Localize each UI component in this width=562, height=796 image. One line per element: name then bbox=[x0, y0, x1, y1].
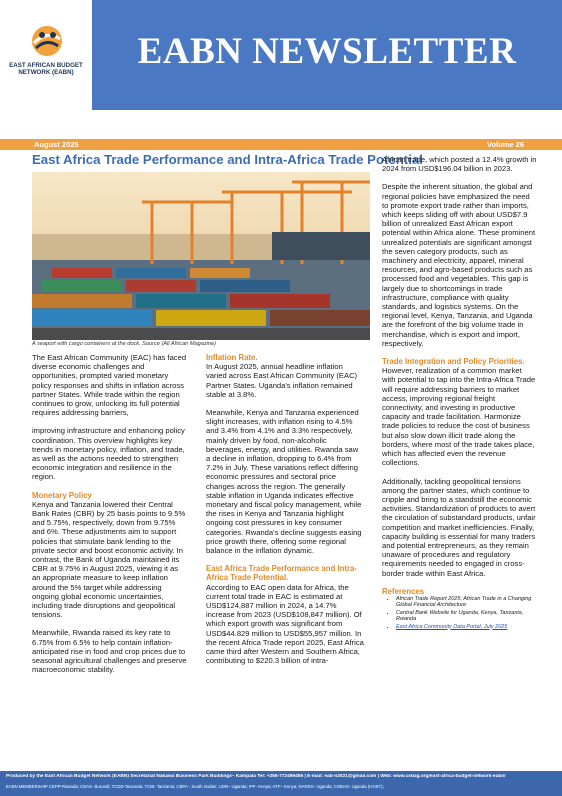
column-1 bbox=[32, 353, 187, 684]
column-3 bbox=[382, 155, 537, 631]
column-2 bbox=[206, 353, 364, 675]
seaport-photo bbox=[32, 172, 370, 340]
reference-item bbox=[396, 624, 537, 630]
heading-references: References bbox=[382, 586, 425, 596]
trade-paragraph-continued: African trade, which posted a 12.4% growth in 2024 from USD$196.04 billion in 2023. bbox=[382, 155, 537, 174]
photo-caption: A seaport with cargo containers at the dock. Source (All African Magazine) bbox=[32, 341, 216, 347]
footer-contact: Produced by the East African Budget Network (EABN) Secretariat Nakawa Business Park Buildings– Kampala Tel: +256-772499455 | E-mail: eab-n2021@gmail.com | Web: www.csbag.org/east-africa-budget-network-eabn/ bbox=[6, 774, 506, 779]
newsletter-header bbox=[0, 0, 562, 110]
integration-paragraph-1: However, realization of a common market with potential to tap into the Intra-Africa Trade will require addressing barriers to market access, improving regional freight connectivity, and investing in productive capacity and trade facilitation. Harmonize trade policies to reduce the cost of business but also slow down illicit trade along the borders, where most of the trade takes place, which has affected even the revenue collections. bbox=[382, 366, 536, 468]
article-title: East Africa Trade Performance and Intra-Africa Trade Potential bbox=[32, 152, 423, 167]
footer-membership: EABN MEMBERSHIP CEPP-Rwanda; CBAS- Burundi; TCDD-Tanzania; TCIB- Tanzania; CBPA - South Sudan; UDN– Uganda; IPF- Kenya; ATF– Kenya; NAREG- Uganda; CSBAG- Uganda (HOST); bbox=[6, 784, 384, 789]
issue-bar bbox=[0, 139, 562, 150]
newsletter-footer bbox=[0, 771, 562, 796]
title-banner bbox=[92, 0, 562, 110]
issue-volume: Volume 26 bbox=[487, 140, 524, 149]
handshake-globe-icon bbox=[30, 24, 64, 58]
trade-paragraph-2: Despite the inherent situation, the global and regional policies have emphasized the need to promote export trade rather than imports, which keeps sliding off with about USD$7.9 billion of unrealized East African export potential within Africa alone. These prominent unrealized potentials are significant amongst the seven category products, such as machinery and electricity, apparel, mineral resources, and agro-based products such as processed food and vegetables. This gap is largely due to shortcomings in trade infrastructure, compliance with quality standards, and logistics systems. On the regional level, Kenya, Tanzania, and Uganda are the forefront of the big volume trade in merchandise, which is export and import, respectively. bbox=[382, 182, 536, 348]
trade-paragraph-1: According to EAC open data for Africa, the current total trade in EAC is estimated at USD$124,887 million in 2024, a 14.7% increase from 2023 (USD$108,847 million). Of which export growth was significant from USD$44.829 million to USD$55,957 million. In the recent Africa Trade report 2025, East Africa came third after Western and Southern Africa, contributing to $220.3 billion of intra- bbox=[206, 582, 364, 666]
heading-monetary-policy: Monetary Policy bbox=[32, 490, 92, 500]
monetary-paragraph-2: Meanwhile, Rwanda raised its key rate to 6.75% from 6.5% to help contain inflation-anticipated rise in food and crop prices due to seasonal agricultural challenges and preserve macroeconomic stability. bbox=[32, 628, 187, 675]
integration-paragraph-2: Additionally, tackling geopolitical tensions among the partner states, which continue to cripple and bring to a standstill the economic activities. Standardization of products to avert the circulation of substandard products, unfair competition and market inefficiencies. Finally, capacity building is essential for many traders and potential entrepreneurs, as they remain unaware of procedures and regulatory requirements needed to engaged in cross-border trade within East Africa. bbox=[382, 476, 536, 578]
seaport-image bbox=[32, 172, 370, 340]
heading-trade-integration: Trade Integration and Policy Priorities. bbox=[382, 357, 525, 367]
reference-item: • African Trade Report 2025: African Trade in a Changing Global Financial Architecture bbox=[396, 596, 537, 609]
inflation-paragraph-1: In August 2025, annual headline inflation varied across East African Community (EAC) Partner States. Uganda's inflation remained stable at 3.8%. bbox=[206, 362, 358, 399]
intro-paragraph-2: improving infrastructure and enhancing policy coordination. This overview highlights key trends in monetary policy, inflation, and trade, as well as the actions needed to strengthen economic integration and resilience in the region. bbox=[32, 426, 185, 482]
issue-date: August 2025 bbox=[34, 140, 79, 149]
heading-inflation-rate: Inflation Rate. bbox=[206, 353, 258, 362]
monetary-paragraph-1: Kenya and Tanzania lowered their Central Bank Rates (CBR) by 25 basis points to 9.5% and 5.75%, respectively, down from 9.75% and 6%. These adjustments aim to support policies that stimulate bank lending to the private sector and boost economic activity. In contrast, the Bank of Uganda maintained its CBR at 9.75% in August 2025, viewing it as an appropriate measure to keep inflation around the 5% target while addressing ongoing global economic uncertainties, including trade disruptions and geopolitical tensions. bbox=[32, 499, 186, 620]
reference-item: • Central Bank Website for Uganda, Kenya, Tanzania, Rwanda bbox=[396, 610, 537, 623]
logo-text: EAST AFRICAN BUDGET NETWORK (EABN) bbox=[9, 62, 83, 76]
intro-paragraph-1: The East African Community (EAC) has faced diverse economic challenges and opportunities, prompted varied monetary policy responses and shifts in inflation across partner States. While trade within the region continues to grow, unlocking its full potential requires addressing barriers, bbox=[32, 353, 187, 418]
newsletter-title: EABN NEWSLETTER bbox=[137, 31, 517, 72]
inflation-paragraph-2: Meanwhile, Kenya and Tanzania experienced slight increases, with inflation rising to 4.5% and 3.4% from 4.1% and 3.3% respectively, mainly driven by food, non-alcoholic beverages, energy, and utilities. Rwanda saw a decline in inflation, dropping to 6.4% from 7.2% in July. These variations reflect differing economic pressures and sectoral price changes across the region. The generally stable inflation in Uganda indicates effective monetary and fiscal policy management, while the rises in Kenya and Tanzania highlight ongoing cost pressures in key consumer categories. Rwanda's decline suggests easing price growth there, offering some regional balance in the inflation dynamic. bbox=[206, 408, 362, 556]
heading-trade-performance: East Africa Trade Performance and Intra-Africa Trade Potential. bbox=[206, 564, 357, 583]
reference-link[interactable]: East Africa Community Data Portal, July 2025 bbox=[396, 623, 508, 630]
references-list bbox=[382, 596, 537, 630]
eabn-logo bbox=[0, 0, 92, 110]
